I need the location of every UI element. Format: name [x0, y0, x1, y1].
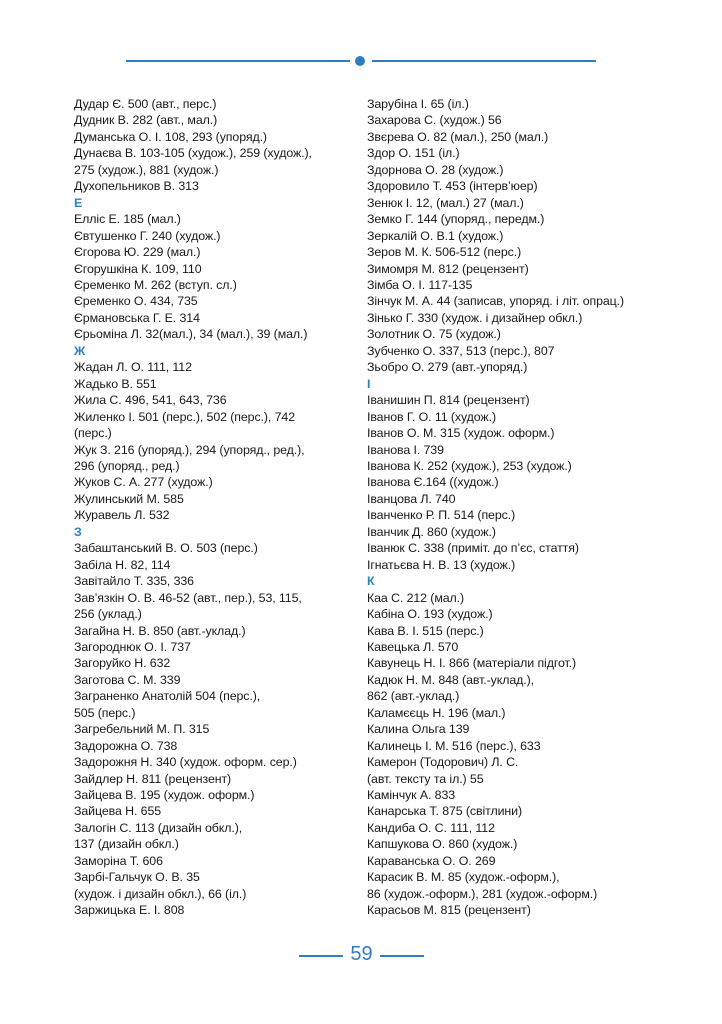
index-entry: Заготова С. М. 339 — [74, 672, 181, 687]
index-entry: 275 (худож.), 881 (худож.) — [74, 162, 219, 177]
index-entry: Здоровило Т. 453 (інтерв’юер) — [367, 179, 538, 194]
header-dot — [355, 56, 365, 66]
index-entry: Загороднюк О. І. 737 — [74, 639, 191, 654]
index-entry: 862 (авт.-уклад.) — [367, 689, 460, 704]
index-entry: Завітайло Т. 335, 336 — [74, 574, 194, 589]
index-entry: Іванчик Д. 860 (худож.) — [367, 524, 496, 539]
index-entry: Зімба О. І. 117-135 — [367, 277, 473, 292]
index-entry: 86 (худож.-оформ.), 281 (худож.-оформ.) — [367, 886, 598, 901]
index-entry: Жулинський М. 585 — [74, 491, 184, 506]
header-rule-left — [126, 60, 350, 62]
index-entry: Залогін С. 113 (дизайн обкл.), — [74, 820, 243, 835]
section-letter: Е — [74, 195, 83, 210]
index-entry: Жук З. 216 (упоряд.), 294 (упоряд., ред.), — [74, 442, 305, 457]
index-entry: Задорожня Н. 340 (худож. оформ. сер.) — [74, 755, 297, 770]
index-entry: Калинець І. М. 516 (перс.), 633 — [367, 738, 541, 753]
index-entry: Жила С. 496, 541, 643, 736 — [74, 393, 227, 408]
index-entry: Заржицька Е. І. 808 — [74, 903, 185, 918]
index-entry: Зав’язкін О. В. 46-52 (авт., пер.), 53, 115, — [74, 590, 302, 605]
footer-rule-left — [299, 955, 343, 957]
index-entry: Зінчук М. А. 44 (записав, упоряд. і літ. опрац.) — [367, 294, 625, 309]
index-entry: Карасик В. М. 85 (худож.-оформ.), — [367, 870, 560, 885]
index-entry: Жадько В. 551 — [74, 376, 157, 391]
index-entry: Духопельников В. 313 — [74, 179, 199, 194]
index-entry: Зубченко О. 337, 513 (перс.), 807 — [367, 343, 555, 358]
index-entry: Заморіна Т. 606 — [74, 853, 163, 868]
index-entry: Звєрева О. 82 (мал.), 250 (мал.) — [367, 129, 549, 144]
index-entry: 505 (перс.) — [74, 705, 136, 720]
index-entry: Жиленко І. 501 (перс.), 502 (перс.), 742 — [74, 409, 295, 424]
index-entry: Зайдлер Н. 811 (рецензент) — [74, 771, 232, 786]
index-entry: Єрьоміна Л. 32(мал.), 34 (мал.), 39 (мал.) — [74, 327, 308, 342]
index-entry: Канарська Т. 875 (світлини) — [367, 804, 523, 819]
index-entry: Земко Г. 144 (упоряд., передм.) — [367, 212, 545, 227]
section-letter: К — [367, 574, 375, 589]
index-entry: Жадан Л. О. 111, 112 — [74, 360, 192, 375]
index-entry: Кава В. І. 515 (перс.) — [367, 623, 484, 638]
index-entry: Кандиба О. С. 111, 112 — [367, 820, 495, 835]
index-entry: Жуков С. А. 277 (худож.) — [74, 475, 213, 490]
index-entry: Караванська О. О. 269 — [367, 853, 496, 868]
index-entry: Капшукова О. 860 (худож.) — [367, 837, 518, 852]
index-entry: Каламєєць Н. 196 (мал.) — [367, 705, 506, 720]
footer-rule-right — [380, 955, 424, 957]
index-entry: Кавунець Н. І. 866 (матеріали підгот.) — [367, 656, 577, 671]
index-entry: Елліс Е. 185 (мал.) — [74, 212, 181, 227]
index-entry: Здорнова О. 28 (худож.) — [367, 162, 504, 177]
index-entry: Загоруйко Н. 632 — [74, 656, 171, 671]
page-number: 59 — [350, 943, 373, 965]
index-entry: Єгорушкіна К. 109, 110 — [74, 261, 202, 276]
index-entry: Іванова Є.164 ((худож.) — [367, 475, 499, 490]
index-entry: 137 (дизайн обкл.) — [74, 837, 179, 852]
index-entry: Євтушенко Г. 240 (худож.) — [74, 228, 221, 243]
index-entry: Дунаєва В. 103-105 (худож.), 259 (худож.), — [74, 146, 312, 161]
index-entry: Дудар Є. 500 (авт., перс.) — [74, 97, 217, 111]
index-entry: Зенюк І. 12, (мал.) 27 (мал.) — [367, 195, 524, 210]
index-entry: Єгорова Ю. 229 (мал.) — [74, 245, 201, 260]
index-entry: Забіла Н. 82, 114 — [74, 557, 171, 572]
index-entry: Кабіна О. 193 (худож.) — [367, 607, 493, 622]
index-entry: Іванишин П. 814 (рецензент) — [367, 393, 530, 408]
index-entry: Іванюк С. 338 (приміт. до п’єс, стаття) — [367, 541, 579, 556]
index-entry: Зимомря М. 812 (рецензент) — [367, 261, 529, 276]
index-entry: Іванов Г. О. 11 (худож.) — [367, 409, 496, 424]
index-entry: Думанська О. І. 108, 293 (упоряд.) — [74, 129, 267, 144]
section-letter: Ж — [74, 343, 86, 358]
index-entry: 296 (упоряд., ред.) — [74, 458, 180, 473]
index-entry: Кадюк Н. М. 848 (авт.-уклад.), — [367, 672, 534, 687]
index-entry: Єременко О. 434, 735 — [74, 294, 198, 309]
index-entry: Іванцова Л. 740 — [367, 491, 456, 506]
index-column-right — [367, 96, 667, 919]
index-entry: Єременко М. 262 (вступ. сл.) — [74, 277, 237, 292]
index-entry: Іванченко Р. П. 514 (перс.) — [367, 508, 516, 523]
index-entry: Зайцева Н. 655 — [74, 804, 162, 819]
index-entry: Камерон (Тодорович) Л. С. — [367, 755, 519, 770]
index-entry: Журавель Л. 532 — [74, 508, 170, 523]
index-entry: Загребельний М. П. 315 — [74, 722, 210, 737]
index-entry: Зарубіна І. 65 (іл.) — [367, 97, 469, 111]
index-entry: Каа С. 212 (мал.) — [367, 590, 465, 605]
index-entry: Іванова К. 252 (худож.), 253 (худож.) — [367, 458, 572, 473]
index-entry: Зьобро О. 279 (авт.-упоряд.) — [367, 360, 528, 375]
section-letter: З — [74, 524, 82, 539]
section-letter: І — [367, 376, 371, 391]
index-entry: Загайна Н. В. 850 (авт.-уклад.) — [74, 623, 246, 638]
index-entry: Зеркалій О. В.1 (худож.) — [367, 228, 504, 243]
index-entry: Іванова І. 739 — [367, 442, 444, 457]
index-entry: Калина Ольга 139 — [367, 722, 470, 737]
index-entry: Іванов О. М. 315 (худож. оформ.) — [367, 426, 555, 441]
index-entry: Ігнатьєва Н. В. 13 (худож.) — [367, 557, 516, 572]
index-entry: Зайцева В. 195 (худож. оформ.) — [74, 788, 255, 803]
header-rule-right — [372, 60, 596, 62]
index-column-left — [74, 96, 366, 919]
index-entry: Карасьов М. 815 (рецензент) — [367, 903, 531, 918]
index-entry: (авт. тексту та іл.) 55 — [367, 771, 484, 786]
index-entry: (перс.) — [74, 426, 112, 441]
index-entry: Дудник В. 282 (авт., мал.) — [74, 113, 218, 128]
index-entry: (худож. і дизайн обкл.), 66 (іл.) — [74, 886, 247, 901]
index-entry: Камінчук А. 833 — [367, 788, 456, 803]
index-entry: Кавецька Л. 570 — [367, 639, 459, 654]
index-entry: Здор О. 151 (іл.) — [367, 146, 460, 161]
index-entry: Заграненко Анатолій 504 (перс.), — [74, 689, 261, 704]
index-entry: Зеров М. К. 506-512 (перс.) — [367, 245, 522, 260]
index-entry: 256 (уклад.) — [74, 607, 142, 622]
index-entry: Забаштанський В. О. 503 (перс.) — [74, 541, 258, 556]
index-entry: Задорожна О. 738 — [74, 738, 178, 753]
index-entry: Захарова С. (худож.) 56 — [367, 113, 502, 128]
index-entry: Єрмановська Г. Е. 314 — [74, 310, 200, 325]
index-entry: Зінько Г. 330 (худож. і дизайнер обкл.) — [367, 310, 583, 325]
index-entry: Золотник О. 75 (худож.) — [367, 327, 501, 342]
index-entry: Зарбі-Гальчук О. В. 35 — [74, 870, 200, 885]
